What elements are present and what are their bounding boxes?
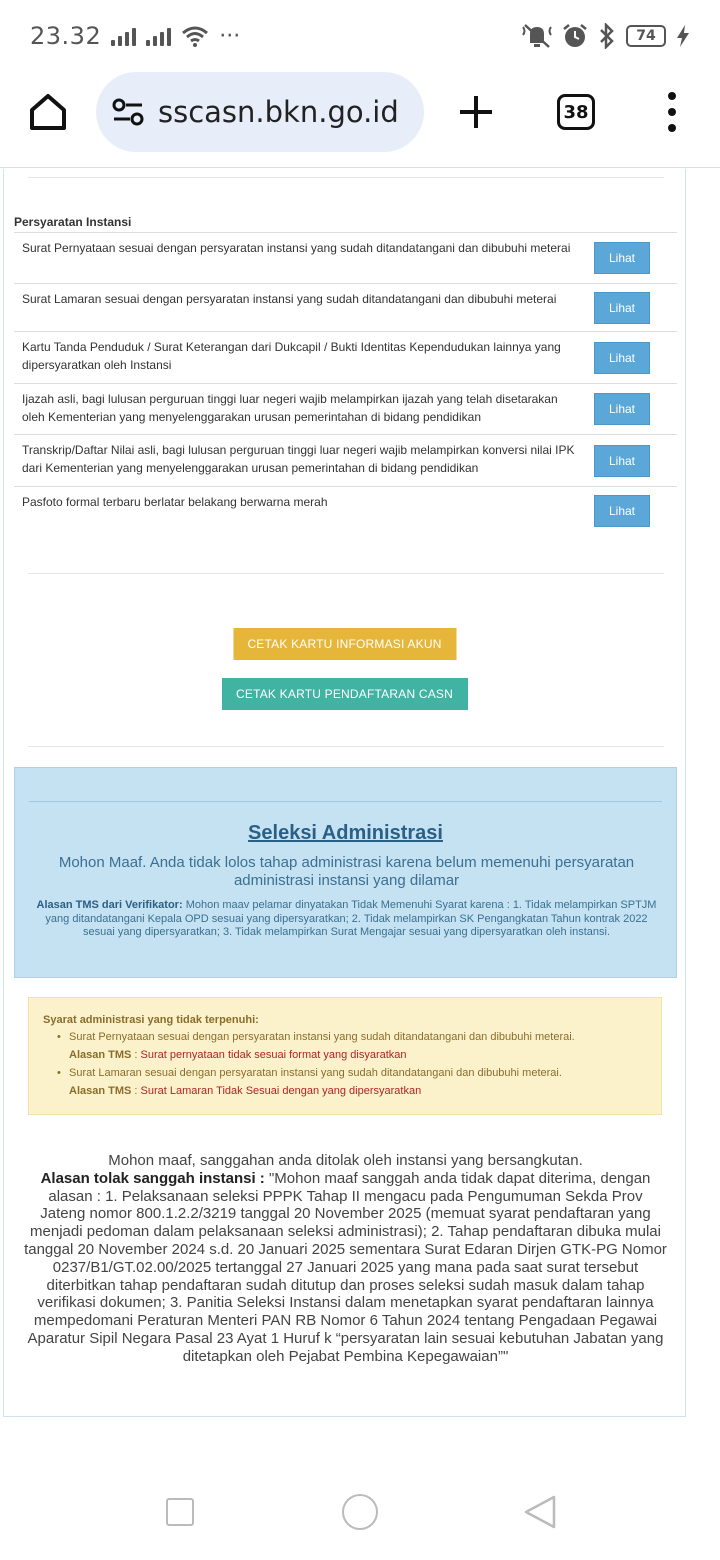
requirement-text: Ijazah asli, bagi lulusan perguruan tinggi luar negeri wajib melampirkan ijazah yang telah disetarakan oleh Kementerian yang menyelenggarakan urusan pemerintahan di bidang pendidikan xyxy=(22,392,558,424)
address-bar[interactable] xyxy=(96,72,424,152)
page-content xyxy=(3,169,686,1417)
seleksi-reason xyxy=(35,899,658,940)
list-item xyxy=(69,1064,647,1100)
home-icon[interactable] xyxy=(28,92,68,132)
requirement-text: Surat Lamaran sesuai dengan persyaratan instansi yang sudah ditandatangani dan dibubuhi meterai xyxy=(22,292,557,306)
syarat-text: Surat Lamaran sesuai dengan persyaratan instansi yang sudah ditandatangani dan dibubuhi meterai. xyxy=(69,1067,562,1079)
more-notifications-icon: ··· xyxy=(219,23,241,49)
battery-indicator: 74 xyxy=(626,25,666,47)
requirement-text: Surat Pernyataan sesuai dengan persyaratan instansi yang sudah ditandatangani dan dibubuhi meterai xyxy=(22,241,571,255)
divider xyxy=(28,177,664,178)
alasan-separator: : xyxy=(131,1085,141,1097)
status-time: 23.32 xyxy=(30,22,102,50)
sanggah-reason xyxy=(24,1170,667,1366)
mute-icon xyxy=(522,23,552,49)
alasan-text: Surat pernyataan tidak sesuai format yang disyaratkan xyxy=(140,1049,407,1061)
recent-apps-icon[interactable] xyxy=(166,1498,194,1526)
seleksi-administrasi-panel xyxy=(14,767,677,978)
alasan-separator: : xyxy=(131,1049,141,1061)
lihat-button[interactable]: Lihat xyxy=(594,393,650,425)
browser-toolbar xyxy=(0,72,720,168)
seleksi-title: Seleksi Administrasi xyxy=(248,822,443,844)
lihat-button[interactable]: Lihat xyxy=(594,495,650,527)
alasan-text: Surat Lamaran Tidak Sesuai dengan yang dipersyaratkan xyxy=(140,1085,422,1097)
lihat-button[interactable]: Lihat xyxy=(594,342,650,374)
tab-switcher-button[interactable]: 38 xyxy=(557,94,595,130)
lihat-button[interactable]: Lihat xyxy=(594,292,650,324)
table-row xyxy=(14,435,677,487)
sanggah-label: Alasan tolak sanggah instansi : xyxy=(40,1169,265,1187)
table-row xyxy=(14,332,677,384)
wifi-icon xyxy=(181,25,209,47)
cetak-kartu-casn-button[interactable]: CETAK KARTU PENDAFTARAN CASN xyxy=(222,678,468,710)
persyaratan-table xyxy=(14,232,677,535)
bluetooth-icon xyxy=(598,23,616,49)
divider xyxy=(28,746,664,747)
alarm-icon xyxy=(562,23,588,49)
sanggah-section xyxy=(24,1152,667,1366)
alasan-label: Alasan TMS xyxy=(69,1085,132,1097)
alasan-label: Alasan TMS xyxy=(69,1049,132,1061)
table-row xyxy=(14,487,677,535)
new-tab-icon[interactable] xyxy=(456,92,496,132)
reason-text: Mohon maav pelamar dinyatakan Tidak Memenuhi Syarat karena : 1. Tidak melampirkan SPTJM yang ditandatangani Kepala OPD sesuai yang dipersyaratkan; 2. Tidak melampirkan SK Pengangkatan Tahun kontrak 2022 sesuai yang dipersyaratkan; 3. Tidak melampirkan Surat Mengajar sesuai yang dipersyaratkan oleh instansi. xyxy=(45,899,657,938)
list-item xyxy=(69,1028,647,1064)
requirement-text: Pasfoto formal terbaru berlatar belakang berwarna merah xyxy=(22,495,328,509)
table-row xyxy=(14,233,677,284)
divider xyxy=(29,801,662,802)
home-nav-icon[interactable] xyxy=(342,1494,378,1530)
requirement-text: Kartu Tanda Penduduk / Surat Keterangan dari Dukcapil / Bukti Identitas Kependudukan lainnya yang dipersyaratkan oleh Instansi xyxy=(22,340,561,372)
persyaratan-title: Persyaratan Instansi xyxy=(14,215,132,229)
seleksi-message: Mohon Maaf. Anda tidak lolos tahap administrasi karena belum memenuhi persyaratan administrasi instansi yang dilamar xyxy=(58,854,635,889)
lihat-button[interactable]: Lihat xyxy=(594,242,650,274)
signal-icon xyxy=(111,26,136,46)
divider xyxy=(28,573,664,574)
table-row xyxy=(14,384,677,435)
url-text[interactable]: sscasn.bkn.go.id xyxy=(158,95,399,129)
syarat-text: Surat Pernyataan sesuai dengan persyaratan instansi yang sudah ditandatangani dan dibubuhi meterai. xyxy=(69,1031,575,1043)
cetak-kartu-akun-button[interactable]: CETAK KARTU INFORMASI AKUN xyxy=(233,628,456,660)
back-icon[interactable] xyxy=(522,1494,558,1530)
browser-menu-icon[interactable] xyxy=(662,92,682,132)
system-navigation-bar xyxy=(0,1482,720,1542)
sanggah-text: "Mohon maaf sanggah anda tidak dapat diterima, dengan alasan : 1. Pelaksanaan seleksi PPPK Tahap II mengacu pada Pengumuman Sekda Prov Jateng nomor 800.1.2.2/3219 tanggal 20 November 2025 (memuat syarat pendaftaran yang menjadi pedoman dalam pelaksanaan seleksi administrasi); 2. Tahap pendaftaran dibuka mulai tanggal 20 November 2024 s.d. 20 Januari 2025 sementara Surat Edaran Dirjen GTK-PG Nomor 0237/B1/GT.02.00/2025 tertanggal 27 Januari 2025 yang mana pada saat surat tersebut diterbitkan tahap pendaftaran sudah ditutup dan proses seleksi sudah masuk dalam tahap verifikasi dokumen; 3. Panitia Seleksi Instansi dalam menetapkan syarat pendaftaran lainnya mempedomani Peraturan Menteri PAN RB Nomor 6 Tahun 2024 tentang Pengadaan Pegawai Aparatur Sipil Negara Pasal 23 Ayat 1 Huruf k “persyaratan lain sesuai kebutuhan Jabatan yang ditetapkan oleh Pejabat Pembina Kepegawaian”" xyxy=(24,1169,667,1365)
status-bar xyxy=(0,0,720,72)
reason-label: Alasan TMS dari Verifikator: xyxy=(36,899,183,911)
lihat-button[interactable]: Lihat xyxy=(594,445,650,477)
syarat-list xyxy=(43,1028,647,1100)
syarat-tidak-terpenuhi-panel xyxy=(28,997,662,1115)
site-settings-icon[interactable] xyxy=(112,98,144,126)
signal-icon-2 xyxy=(146,26,171,46)
table-row xyxy=(14,284,677,332)
requirement-text: Transkrip/Daftar Nilai asli, bagi lulusan perguruan tinggi luar negeri wajib melampirkan konversi nilai IPK dari Kementerian yang menyelenggarakan urusan pemerintahan di bidang pendidikan xyxy=(22,443,575,475)
charging-icon xyxy=(676,25,690,47)
syarat-heading: Syarat administrasi yang tidak terpenuhi: xyxy=(43,1014,259,1026)
sanggah-status: Mohon maaf, sanggahan anda ditolak oleh instansi yang bersangkutan. xyxy=(108,1152,583,1169)
